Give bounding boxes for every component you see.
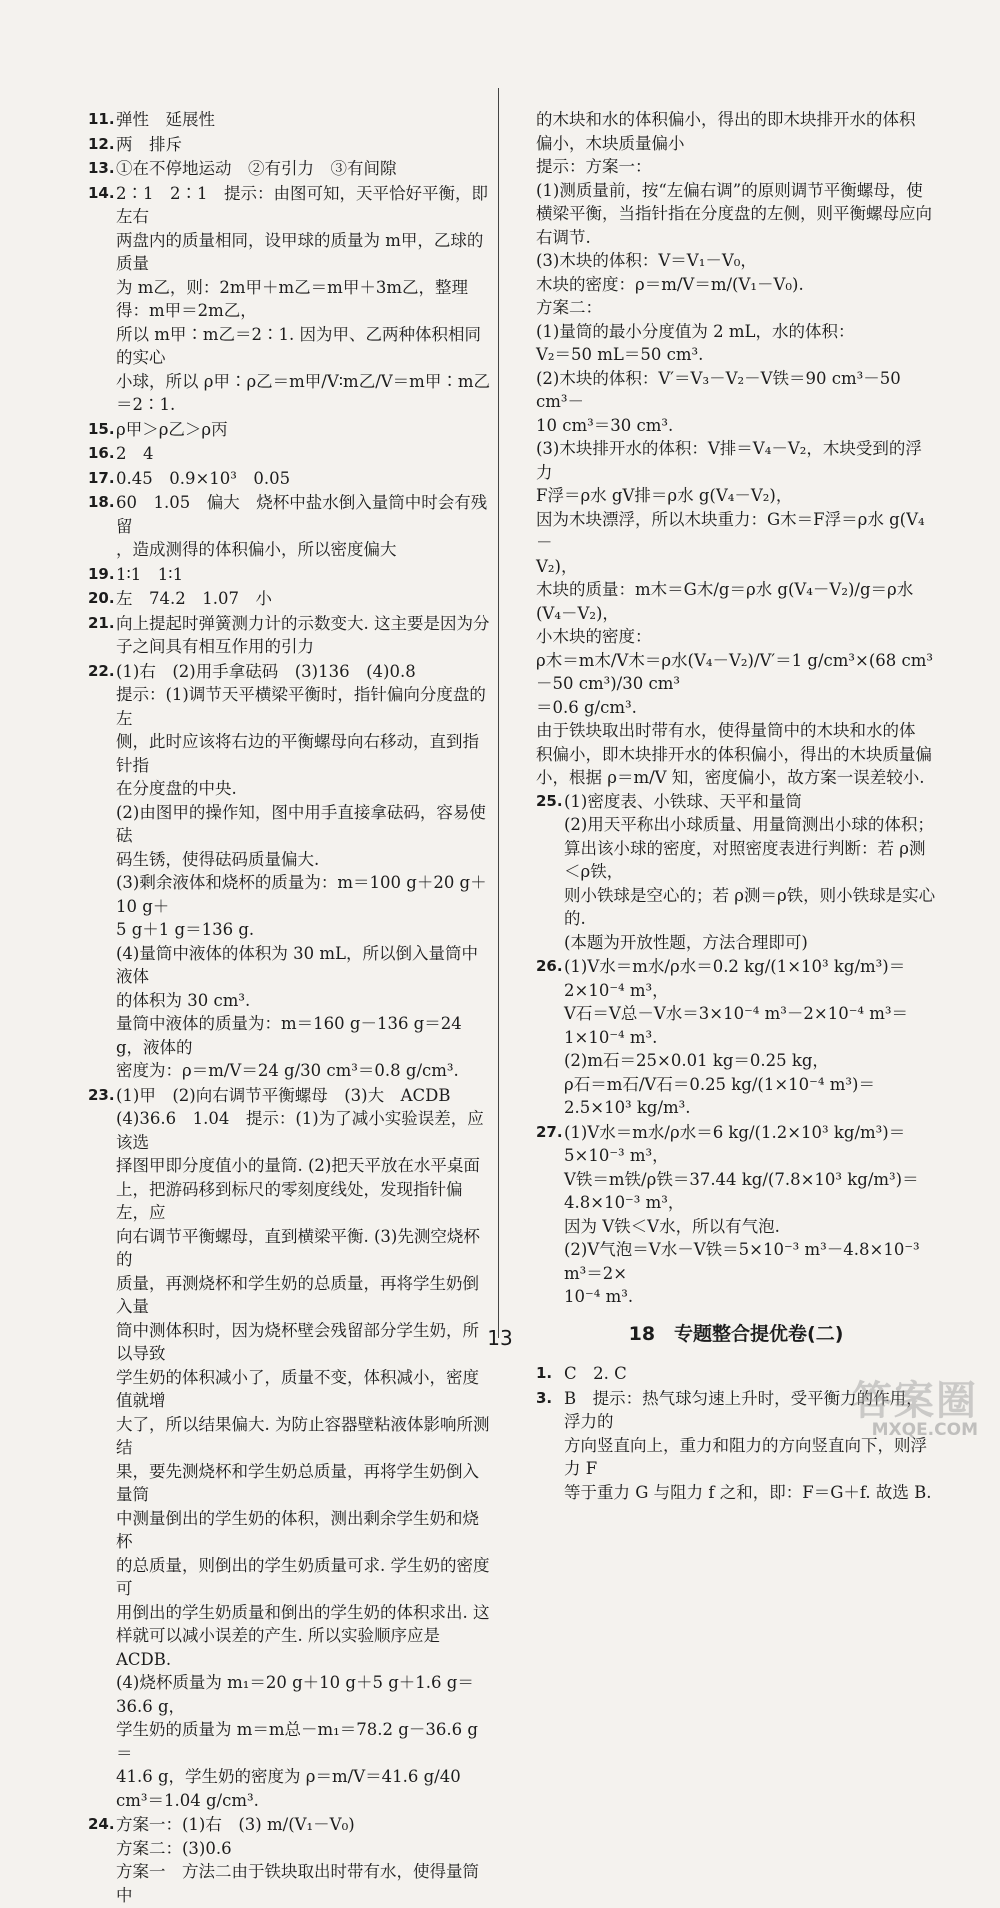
answer-line: 学生奶的质量为 m＝m总－m₁＝78.2 g－36.6 g＝ [116, 1720, 478, 1763]
answer-line: 质量，再测烧杯和学生奶的总质量，再将学生奶倒入量 [116, 1273, 479, 1316]
answer-line: 密度为：ρ＝m/V＝24 g/30 cm³＝0.8 g/cm³. [116, 1061, 459, 1080]
answer-line: (2)m石＝25×0.01 kg＝0.25 kg， [564, 1051, 829, 1070]
answer-line: V₂＝50 mL＝50 cm³. [536, 345, 704, 364]
answer-item [88, 467, 490, 491]
answer-line: 积偏小，即木块排开水的体积偏小，得出的木块质量偏 [536, 744, 932, 764]
answer-line: (4)36.6 1.04 提示：(1)为了减小实验误差，应该选 [116, 1109, 484, 1152]
answer-item [88, 563, 490, 587]
answer-item [88, 442, 490, 466]
answer-line: C 2. C [564, 1364, 627, 1383]
answer-line: 择图甲即分度值小的量筒. (2)把天平放在水平桌面 [116, 1156, 480, 1175]
answer-line: 在分度盘的中央. [116, 779, 237, 798]
answer-line: 提示：(1)调节天平横梁平衡时，指针偏向分度盘的左 [116, 685, 486, 728]
answer-line: 由于铁块取出时带有水，使得量筒中的木块和水的体 [536, 721, 916, 740]
answer-line: 两盘内的质量相同，设甲球的质量为 m甲，乙球的质量 [116, 230, 484, 273]
answer-body [116, 108, 490, 132]
answer-line: ，造成测得的体积偏小，所以密度偏大 [116, 540, 397, 559]
answer-number: 13. [88, 159, 115, 177]
answer-line: 因为 V铁＜V水，所以有气泡. [564, 1216, 780, 1236]
answer-line: 41.6 g，学生奶的密度为 ρ＝m/V＝41.6 g/40 cm³＝1.04 g/cm³. [116, 1767, 461, 1810]
answer-line: 样就可以减小误差的产生. 所以实验顺序应是 ACDB. [116, 1626, 440, 1669]
answer-line: ρ甲＞ρ乙＞ρ丙 [116, 419, 228, 439]
answer-line: 果，要先测烧杯和学生奶总质量，再将学生奶倒入量筒 [116, 1461, 479, 1504]
answer-line: (3)木块的体积：V＝V₁－V₀， [536, 251, 757, 270]
answer-number: 21. [88, 613, 115, 632]
answer-line: (4)量筒中液体的体积为 30 mL，所以倒入量筒中液体 [116, 943, 478, 986]
answer-number: 23. [88, 1085, 115, 1104]
answer-body [116, 442, 490, 466]
answer-line: (2)由图甲的操作知，图中用手直接拿砝码，容易使砝 [116, 802, 486, 845]
answer-line: 小，根据 ρ＝m/V 知，密度偏小，故方案一误差较小. [536, 768, 925, 787]
answer-line: (1)甲 (2)向右调节平衡螺母 (3)大 ACDB [116, 1085, 451, 1105]
answer-line: 方案二： [536, 298, 602, 317]
answer-item [88, 660, 490, 1083]
answer-line: 10⁻⁴ m³. [564, 1287, 634, 1306]
answer-line: (2)V气泡＝V水－V铁＝5×10⁻³ m³－4.8×10⁻³ m³＝2× [564, 1240, 920, 1283]
answer-line: 提示：方案一： [536, 157, 652, 176]
answer-number: 11. [88, 110, 115, 128]
answer-body [116, 563, 490, 587]
answer-line: 左 74.2 1.07 小 [116, 589, 272, 608]
answer-line: V石＝V总－V水＝3×10⁻⁴ m³－2×10⁻⁴ m³＝1×10⁻⁴ m³. [564, 1004, 909, 1047]
answer-line: ＝0.6 g/cm³. [536, 697, 637, 717]
answer-line: 10 cm³＝30 cm³. [536, 415, 674, 435]
answer-number: 14. [88, 183, 115, 202]
answer-number: 22. [88, 661, 115, 680]
column-divider [498, 88, 499, 1338]
answer-line: 小木块的密度： [536, 627, 652, 646]
answer-body [116, 491, 490, 562]
answer-line: 所以 m甲∶m乙＝2∶1. 因为甲、乙两种体积相同的实心 [116, 324, 482, 367]
answer-line: 码生锈，使得砝码质量偏大. [116, 849, 320, 869]
answer-line: 0.45 0.9×10³ 0.05 [116, 468, 291, 488]
answer-item [88, 108, 490, 132]
answer-line: V₂)， [536, 556, 578, 576]
answer-line: (2)木块的体积：V′＝V₃－V₂－V铁＝90 cm³－50 cm³－ [536, 368, 901, 411]
answer-line: 算出该小球的密度，对照密度表进行判断：若 ρ测＜ρ铁， [564, 838, 926, 881]
answer-line: 右调节. [536, 227, 591, 247]
answer-line: (3)木块排开水的体积：V排＝V₄－V₂，木块受到的浮力 [536, 439, 922, 482]
answer-number: 12. [88, 134, 115, 153]
answer-line: (1)右 (2)用手拿砝码 (3)136 (4)0.8 [116, 661, 416, 681]
answer-body [564, 1121, 936, 1309]
answer-24-continued [536, 108, 936, 790]
answer-line: 两 排斥 [116, 134, 182, 154]
answer-line: 为 m乙，则：2m甲＋m乙＝m甲＋3m乙，整理得：m甲＝2m乙， [116, 277, 468, 320]
answer-line: 横梁平衡，当指针指在分度盘的左侧，则平衡螺母应向 [536, 204, 932, 223]
answer-item [88, 1084, 490, 1813]
answer-number: 26. [536, 957, 563, 975]
answer-line: (1)测质量前，按“左偏右调”的原则调节平衡螺母，使 [536, 180, 923, 200]
answer-item [88, 157, 490, 181]
answer-line: 向上提起时弹簧测力计的示数变大. 这主要是因为分 [116, 613, 490, 633]
answer-line: ρ木＝m木/V木＝ρ水(V₄－V₂)/V′＝1 g/cm³×(68 cm³－50 cm³)/30 cm³ [536, 650, 934, 693]
answer-line: 因为木块漂浮，所以木块重力：G木＝F浮＝ρ水 g(V₄－ [536, 509, 925, 552]
answer-line: B 提示：热气球匀速上升时，受平衡力的作用，浮力的 [564, 1388, 923, 1431]
answer-line: 大了，所以结果偏大. 为防止容器壁粘液体影响所测结 [116, 1414, 490, 1457]
answer-item [88, 418, 490, 442]
answer-line: (1)V水＝m水/ρ水＝0.2 kg/(1×10³ kg/m³)＝2×10⁻⁴ m³， [564, 957, 906, 1000]
answer-line: 等于重力 G 与阻力 f 之和，即：F＝G＋f. 故选 B. [564, 1482, 932, 1502]
answer-line: 2 4 [116, 444, 154, 463]
answer-body [116, 182, 490, 417]
answer-line: (本题为开放性题，方法合理即可) [564, 932, 808, 952]
answer-number: 17. [88, 468, 115, 487]
answer-body [116, 1084, 490, 1813]
answer-line: (4)烧杯质量为 m₁＝20 g＋10 g＋5 g＋1.6 g＝36.6 g， [116, 1673, 474, 1716]
answer-body [116, 133, 490, 157]
watermark-site-text: MXQE.COM [871, 1420, 978, 1440]
answer-line: 用倒出的学生奶质量和倒出的学生奶的体积求出. 这 [116, 1602, 490, 1622]
answer-item [536, 955, 936, 1120]
answer-line: (1)量筒的最小分度值为 2 mL，水的体积： [536, 321, 855, 341]
answer-item [88, 133, 490, 157]
left-column [88, 108, 490, 1908]
answer-number: 18. [88, 493, 115, 511]
answer-number: 25. [536, 791, 563, 810]
answer-body [116, 467, 490, 491]
page-number: 13 [487, 1326, 513, 1350]
answer-body [116, 157, 490, 181]
answer-line: (3)剩余液体和烧杯的质量为：m＝100 g＋20 g＋10 g＋ [116, 873, 487, 916]
answer-line: 方案二：(3)0.6 [116, 1838, 232, 1858]
watermark-logo-text: 答案圈 [852, 1378, 978, 1424]
right-answer-list [536, 790, 936, 1309]
answer-line: 的木块和水的体积偏小，得出的即木块排开水的体积 [536, 110, 916, 129]
answer-line: 的总质量，则倒出的学生奶质量可求. 学生奶的密度可 [116, 1555, 490, 1598]
answer-body [116, 587, 490, 611]
answer-line: 量筒中液体的质量为：m＝160 g－136 g＝24 g，液体的 [116, 1014, 462, 1057]
answer-item [88, 612, 490, 659]
answer-line: 中测量倒出的学生奶的体积，测出剩余学生奶和烧杯 [116, 1508, 479, 1551]
watermark-logo [828, 1378, 978, 1440]
answer-body [564, 790, 936, 955]
answer-number: 24. [88, 1815, 115, 1833]
answer-line: 向右调节平衡螺母，直到横梁平衡. (3)先测空烧杯的 [116, 1226, 480, 1269]
answer-line: (1)V水＝m水/ρ水＝6 kg/(1.2×10³ kg/m³)＝5×10⁻³ m³， [564, 1122, 906, 1165]
answer-body [116, 660, 490, 1083]
answer-number: 20. [88, 589, 115, 607]
right-column [536, 108, 936, 1505]
answer-line: 方案一：(1)右 (3) m/(V₁－V₀) [116, 1815, 355, 1834]
answer-line: 小球，所以 ρ甲∶ρ乙＝m甲/V∶m乙/V＝m甲∶m乙＝2∶1. [116, 371, 490, 414]
answer-number: 3. [536, 1388, 553, 1407]
answer-number: 1. [536, 1364, 553, 1382]
answer-line: 木块的质量：m木＝G木/g＝ρ水 g(V₄－V₂)/g＝ρ水(V₄－V₂)， [536, 580, 914, 623]
answer-line: ①在不停地运动 ②有引力 ③有间隙 [116, 159, 397, 178]
answer-line: 侧，此时应该将右边的平衡螺母向右移动，直到指针指 [116, 732, 479, 775]
answer-line: 60 1.05 偏大 烧杯中盐水倒入量筒中时会有残留 [116, 493, 488, 536]
answer-line: 弹性 延展性 [116, 110, 215, 129]
answer-line: 的体积为 30 cm³. [116, 990, 251, 1010]
answer-line: 偏小，木块质量偏小 [536, 133, 685, 153]
answer-line: F浮＝ρ水 gV排＝ρ水 g(V₄－V₂)， [536, 486, 793, 505]
answer-line: 1∶1 1∶1 [116, 564, 184, 584]
answer-body [116, 1813, 490, 1907]
answer-number: 19. [88, 564, 115, 583]
answer-line: 上，把游码移到标尺的零刻度线处，发现指针偏左，应 [116, 1179, 463, 1222]
answer-line: V铁＝m铁/ρ铁＝37.44 kg/(7.8×10³ kg/m³)＝4.8×10⁻³ m³， [564, 1169, 919, 1212]
answer-item [88, 182, 490, 417]
answer-line: (2)用天平称出小球质量、用量筒测出小球的体积； [564, 815, 934, 834]
section-title: 18 专题整合提优卷(二) [628, 1322, 844, 1345]
answer-line: 则小铁球是空心的；若 ρ测＝ρ铁，则小铁球是实心的. [564, 885, 936, 928]
answer-line: 5 g＋1 g＝136 g. [116, 920, 255, 939]
answer-body [564, 955, 936, 1120]
answer-line: 2∶1 2∶1 提示：由图可知，天平恰好平衡，即左右 [116, 183, 488, 226]
answer-line: 子之间具有相互作用的引力 [116, 637, 314, 656]
answer-line: 筒中测体积时，因为烧杯壁会残留部分学生奶，所以导致 [116, 1320, 479, 1363]
answer-line: 方案一 方法二由于铁块取出时带有水，使得量筒中 [116, 1862, 479, 1905]
answer-line: ρ石＝m石/V石＝0.25 kg/(1×10⁻⁴ m³)＝2.5×10³ kg/m³. [564, 1074, 875, 1117]
answer-line: 学生奶的体积减小了，质量不变，体积减小，密度值就增 [116, 1367, 479, 1410]
answer-item [88, 491, 490, 562]
answer-number: 15. [88, 419, 115, 438]
answer-item [536, 790, 936, 955]
answer-body [116, 612, 490, 659]
answer-line: 木块的密度：ρ＝m/V＝m/(V₁－V₀). [536, 274, 804, 294]
answer-body [116, 418, 490, 442]
answer-number: 27. [536, 1122, 563, 1141]
answer-item [88, 1813, 490, 1907]
answer-line: 方向竖直向上，重力和阻力的方向竖直向下，则浮力 F [564, 1435, 927, 1478]
answer-number: 16. [88, 444, 115, 462]
answer-item [536, 1121, 936, 1309]
answer-line: (1)密度表、小铁球、天平和量筒 [564, 791, 802, 811]
answer-item [88, 587, 490, 611]
